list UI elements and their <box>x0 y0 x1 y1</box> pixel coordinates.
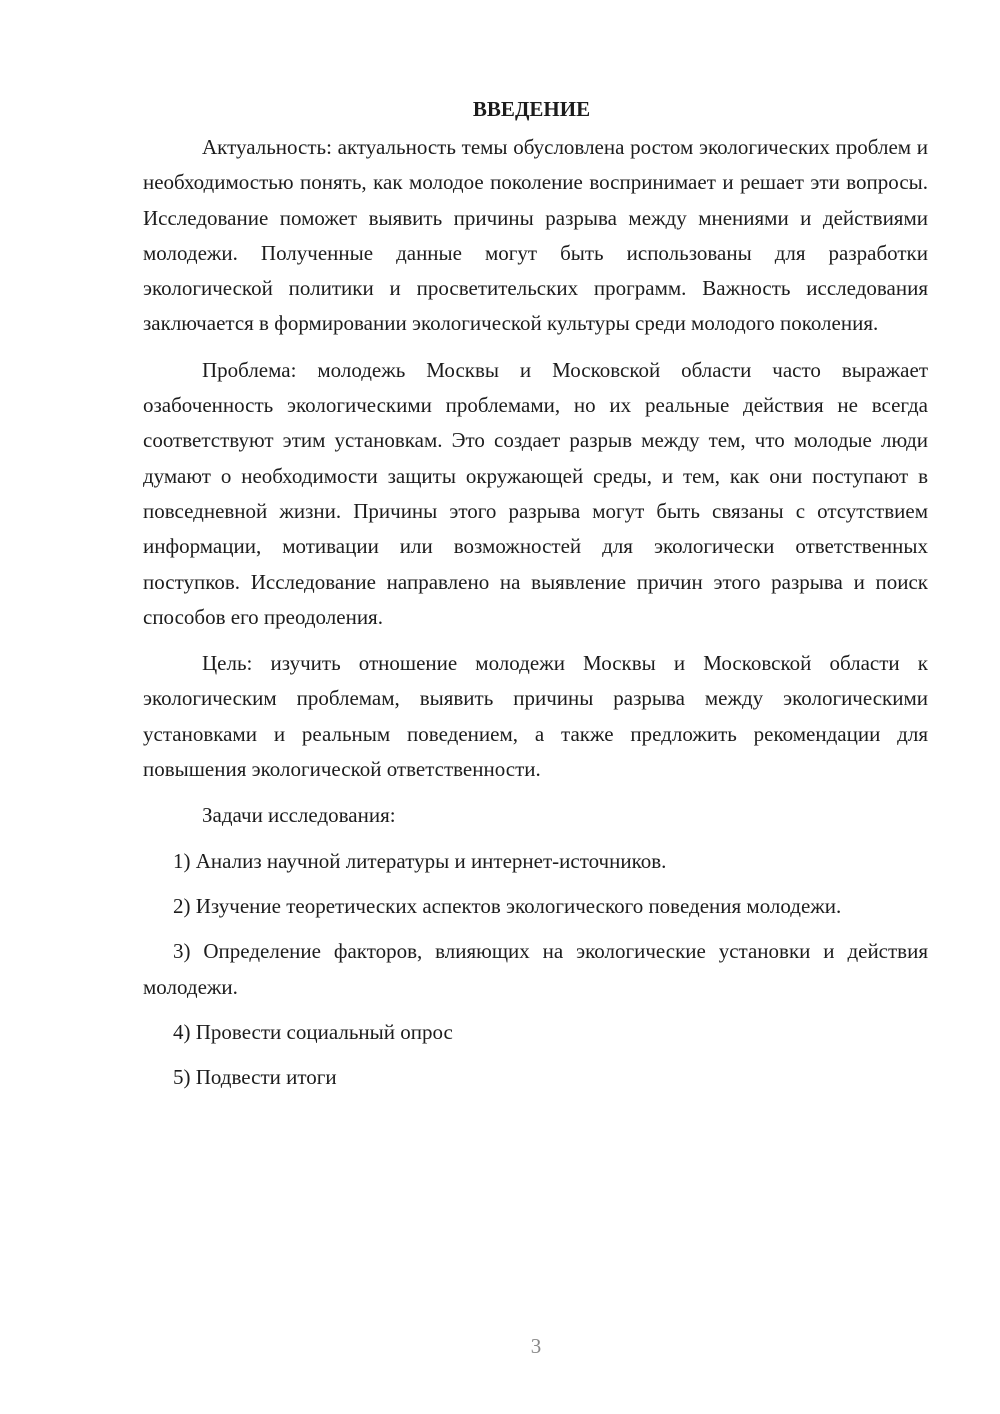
list-item: 3) Определение факторов, влияющих на экологические установки и действия молодежи. <box>143 939 928 999</box>
paragraph-problem: Проблема: молодежь Москвы и Московской области часто выражает озабоченность экологическими проблемами, но их реальные действия не всегда соответствуют этим установкам. Это создает разрыв между тем, что молодые люди думают о необходимости защиты окружающей среды, и тем, как они поступают в повседневной жизни. Причины этого разрыва могут быть связаны с отсутствием информации, мотивации или возможностей для экологически ответственных поступков. Исследование направлено на выявление причин этого разрыва и поиск способов его преодоления. <box>143 357 928 629</box>
list-item: 4) Провести социальный опрос <box>173 1019 453 1044</box>
paragraph-goal: Цель: изучить отношение молодежи Москвы и Московской области к экологическим проблемам, выявить причины разрыва между экологическими установками и реальным поведением, а также предложить рекомендации для повышения экологической ответственности. <box>143 651 928 782</box>
tasks-list <box>143 844 928 1096</box>
list-item: 1) Анализ научной литературы и интернет-источников. <box>173 848 667 873</box>
page-content <box>143 94 928 1105</box>
page-title: ВВЕДЕНИЕ <box>472 97 591 121</box>
tasks-heading: Задачи исследования: <box>202 803 396 828</box>
page-number: 3 <box>530 1334 542 1358</box>
list-item: 5) Подвести итоги <box>173 1065 337 1090</box>
list-item: 2) Изучение теоретических аспектов экологического поведения молодежи. <box>173 893 842 918</box>
paragraph-relevance: Актуальность: актуальность темы обусловлена ростом экологических проблем и необходимостью понять, как молодое поколение воспринимает и решает эти вопросы. Исследование поможет выявить причины разрыва между мнениями и действиями молодежи. Полученные данные могут быть использованы для разработки экологической политики и просветительских программ. Важность исследования заключается в формировании экологической культуры среди молодого поколения. <box>143 135 928 336</box>
